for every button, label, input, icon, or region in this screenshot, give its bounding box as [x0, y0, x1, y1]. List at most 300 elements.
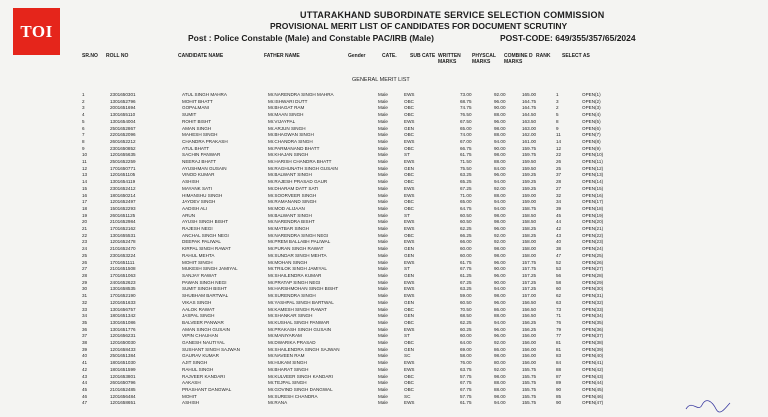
cell-rank: 44	[556, 219, 562, 225]
cell-combined: 158.00	[522, 252, 537, 258]
cell-rank: 90	[556, 386, 562, 392]
table-row	[82, 340, 632, 347]
cell-written: 66.00	[460, 239, 472, 245]
cell-rank: 34	[556, 199, 562, 205]
cell-rank: 62	[556, 293, 562, 299]
cell-rank: 47	[556, 252, 562, 258]
cell-physical: 98.00	[494, 373, 506, 379]
table-row	[82, 273, 632, 280]
cell-father: Mr.BALWANT SINGH	[268, 212, 312, 218]
cell-name: JASPAL SINGH	[182, 313, 215, 319]
cell-gender: Male	[378, 185, 388, 191]
cell-gender: Male	[378, 239, 388, 245]
cell-name: AYUSH SINGH BISHT	[182, 219, 229, 225]
cell-roll: 1201652497	[110, 199, 136, 205]
cell-combined: 155.75	[522, 400, 537, 406]
cell-name: SUMIT SINGH BISHT	[182, 286, 227, 292]
cell-roll: 2101652470	[110, 246, 136, 252]
signature-mark	[682, 395, 732, 415]
cell-gender: Male	[378, 259, 388, 265]
cell-rank: 25	[556, 165, 562, 171]
cell-name: MAHESH SINGH	[182, 132, 218, 138]
cell-category: EWS	[404, 185, 415, 191]
cell-srno: 17	[82, 199, 88, 205]
cell-name: JAYDEV SINGH	[182, 199, 216, 205]
cell-select: OPEN(8)	[582, 138, 601, 144]
cell-roll: 1201656231	[110, 333, 136, 339]
cell-srno: 32	[82, 299, 88, 305]
cell-gender: Male	[378, 279, 388, 285]
cell-select: OPEN(21)	[582, 226, 604, 232]
cell-category: OBC	[404, 373, 414, 379]
cell-name: DEEPAK PALIWAL	[182, 239, 221, 245]
cell-gender: Male	[378, 226, 388, 232]
cell-name: RAJVEER KANDARI	[182, 373, 225, 379]
cell-combined: 164.75	[522, 105, 537, 111]
cell-gender: Male	[378, 159, 388, 165]
cell-written: 58.00	[460, 353, 472, 359]
cell-srno: 46	[82, 393, 88, 399]
cell-name: BALVEER PANWAR	[182, 319, 224, 325]
cell-father: Mr.RAGHUNATH SINGH GUSAIN	[268, 165, 338, 171]
cell-written: 74.00	[460, 132, 472, 138]
cell-category: GEN	[404, 313, 414, 319]
cell-name: MOHIT	[182, 393, 197, 399]
cell-name: RAHUL SINGH	[182, 366, 214, 372]
cell-written: 68.50	[460, 313, 472, 319]
cell-rank: 87	[556, 373, 562, 379]
cell-father: Mr.MOD ALIJAAN	[268, 205, 305, 211]
cell-gender: Male	[378, 360, 388, 366]
cell-srno: 20	[82, 219, 88, 225]
list-title: PROVISIONAL MERIT LIST OF CANDIDATES FOR DOCUMENT SCRUTINY	[270, 21, 568, 31]
cell-category: OBC	[404, 132, 414, 138]
cell-select: OPEN(1)	[582, 92, 601, 97]
cell-rank: 81	[556, 346, 562, 352]
cell-physical: 92.00	[494, 185, 506, 191]
cell-written: 61.25	[460, 272, 472, 278]
cell-gender: Male	[378, 366, 388, 372]
cell-select: OPEN(12)	[582, 165, 604, 171]
cell-physical: 98.00	[494, 246, 506, 252]
cell-roll: 2501651384	[110, 353, 136, 359]
cell-roll: 2201652096	[110, 132, 136, 138]
cell-rank: 27	[556, 185, 562, 191]
cell-category: GEN	[404, 346, 414, 352]
post-title: Post : Police Constable (Male) and Constable PAC/IRB (Male)	[188, 33, 434, 43]
cell-srno: 14	[82, 179, 88, 185]
cell-roll: 2001651694	[110, 105, 136, 111]
cell-gender: Male	[378, 266, 388, 272]
cell-select: OPEN(40)	[582, 353, 604, 359]
cell-category: EWS	[404, 286, 415, 292]
cell-roll: 2101652485	[110, 386, 136, 392]
cell-father: Mr.PREM BALLABH PALIWAL	[268, 239, 331, 245]
cell-father: Mr.SHAILENDRA SINGH SAJWAN	[268, 346, 340, 352]
cell-gender: Male	[378, 199, 388, 205]
cell-combined: 165.00	[522, 92, 537, 97]
cell-written: 66.75	[460, 145, 472, 151]
cell-written: 62.25	[460, 226, 472, 232]
cell-gender: Male	[378, 353, 388, 359]
cell-combined: 155.75	[522, 373, 537, 379]
cell-roll: 1301656757	[110, 306, 136, 312]
cell-physical: 80.00	[494, 360, 506, 366]
cell-category: EWS	[404, 293, 415, 299]
cell-srno: 25	[82, 252, 88, 258]
cell-roll: 1801651030	[110, 360, 136, 366]
cell-rank: 8	[556, 118, 559, 124]
table-row	[82, 260, 632, 267]
cell-rank: 79	[556, 326, 562, 332]
cell-roll: 2601650796	[110, 380, 136, 386]
cell-category: EWS	[404, 366, 415, 372]
cell-select: OPEN(30)	[582, 286, 604, 292]
cell-combined: 159.25	[522, 179, 537, 185]
table-row	[82, 226, 632, 233]
cell-name: PRASHANT DANGWAL	[182, 386, 232, 392]
cell-written: 64.75	[460, 205, 472, 211]
cell-combined: 159.25	[522, 185, 537, 191]
cell-category: OBC	[404, 145, 414, 151]
cell-name: ATUL SINGH MAHRA	[182, 92, 227, 97]
table-row	[82, 380, 632, 387]
cell-written: 65.00	[460, 199, 472, 205]
cell-roll: 1301652796	[110, 98, 136, 104]
table-row	[82, 206, 632, 213]
cell-srno: 41	[82, 360, 88, 366]
cell-category: GEN	[404, 299, 414, 305]
cell-srno: 24	[82, 246, 88, 252]
cell-physical: 92.00	[494, 340, 506, 346]
cell-father: Mr.SOORVEER SINGH	[268, 192, 317, 198]
cell-srno: 8	[82, 138, 85, 144]
cell-srno: 10	[82, 152, 88, 158]
cell-gender: Male	[378, 105, 388, 111]
cell-combined: 156.50	[522, 299, 537, 305]
cell-combined: 156.25	[522, 326, 537, 332]
cell-select: OPEN(25)	[582, 252, 604, 258]
cell-physical: 98.00	[494, 125, 506, 131]
cell-physical: 92.00	[494, 239, 506, 245]
cell-select: OPEN(38)	[582, 340, 604, 346]
cell-select: OPEN(11)	[582, 159, 603, 165]
cell-rank: 45	[556, 212, 562, 218]
col-written: WRITTEN MARKS	[438, 53, 461, 65]
cell-combined: 157.25	[522, 279, 537, 285]
cell-select: OPEN(16)	[582, 192, 604, 198]
cell-written: 67.25	[460, 185, 472, 191]
cell-father: Mr.DHARAM DATT SATI	[268, 185, 319, 191]
cell-combined: 156.00	[522, 333, 537, 339]
cell-select: OPEN(43)	[582, 373, 604, 379]
cell-category: ST	[404, 266, 410, 272]
cell-roll: 2301650301	[110, 92, 136, 97]
cell-gender: Male	[378, 272, 388, 278]
cell-name: MUKESH SINGH JAMIYAL	[182, 266, 238, 272]
cell-combined: 156.00	[522, 360, 537, 366]
col-subcategory: SUB CATE	[410, 53, 436, 59]
cell-roll: 1301654119	[110, 179, 136, 185]
cell-roll: 1701651063	[110, 272, 136, 278]
cell-written: 61.75	[460, 259, 472, 265]
cell-written: 60.25	[460, 326, 472, 332]
cell-roll: 1801651599	[110, 366, 136, 372]
cell-rank: 76	[556, 319, 562, 325]
cell-srno: 43	[82, 373, 88, 379]
cell-select: OPEN(24)	[582, 246, 604, 252]
toi-logo	[13, 8, 60, 55]
cell-select: OPEN(41)	[582, 360, 604, 366]
cell-gender: Male	[378, 299, 388, 305]
cell-physical: 88.00	[494, 380, 506, 386]
cell-written: 63.75	[460, 366, 472, 372]
cell-rank: 89	[556, 380, 562, 386]
table-row	[82, 266, 632, 273]
cell-father: Mr.SURENDRA SINGH	[268, 293, 316, 299]
cell-category: OBC	[404, 319, 414, 325]
col-physical: PHYSCAL MARKS	[472, 53, 496, 65]
post-code: POST-CODE: 649/355/357/65/2024	[500, 33, 636, 43]
cell-father: Mr.MATBAR SINGH	[268, 226, 310, 232]
cell-select: OPEN(31)	[582, 293, 604, 299]
cell-gender: Male	[378, 252, 388, 258]
cell-physical: 96.00	[494, 172, 506, 178]
table-row	[82, 280, 632, 287]
cell-roll: 1201656484	[110, 393, 136, 399]
cell-category: OBC	[404, 105, 414, 111]
cell-srno: 1	[82, 92, 85, 97]
table-row	[82, 233, 632, 240]
cell-combined: 158.00	[522, 246, 537, 252]
commission-title: UTTARAKHAND SUBORDINATE SERVICE SELECTION COMMISSION	[300, 10, 605, 20]
cell-name: AADISH ALI	[182, 205, 208, 211]
cell-rank: 5	[556, 112, 559, 118]
cell-physical: 94.00	[494, 199, 506, 205]
cell-physical: 96.00	[494, 272, 506, 278]
cell-srno: 36	[82, 326, 88, 332]
cell-category: EWS	[404, 138, 415, 144]
cell-gender: Male	[378, 293, 388, 299]
cell-gender: Male	[378, 246, 388, 252]
cell-select: OPEN(34)	[582, 313, 604, 319]
cell-select: OPEN(37)	[582, 333, 604, 339]
cell-combined: 158.50	[522, 219, 537, 225]
toi-logo-text: TOI	[20, 21, 53, 41]
cell-rank: 3	[556, 98, 559, 104]
cell-srno: 39	[82, 346, 88, 352]
cell-father: Mr.RAMANAND SINGH	[268, 199, 317, 205]
cell-rank: 32	[556, 192, 562, 198]
cell-written: 61.75	[460, 152, 472, 158]
cell-gender: Male	[378, 219, 388, 225]
cell-roll: 1701652162	[110, 226, 136, 232]
cell-father: Mr.SHANKAR SINGH	[268, 313, 313, 319]
cell-physical: 96.00	[494, 326, 506, 332]
cell-father: Mr.RAJESH PRASAD GAUR	[268, 179, 328, 185]
cell-srno: 15	[82, 185, 88, 191]
table-row	[82, 179, 632, 186]
cell-written: 60.00	[460, 252, 472, 258]
table-row	[82, 300, 632, 307]
cell-written: 69.00	[460, 346, 472, 352]
cell-father: Mr.KAMESH SINGH RAWAT	[268, 306, 327, 312]
cell-srno: 47	[82, 400, 88, 406]
cell-roll: 1701650771	[110, 165, 136, 171]
cell-written: 71.00	[460, 192, 472, 198]
cell-rank: 84	[556, 360, 562, 366]
cell-name: ROHIT BISHT	[182, 118, 212, 124]
cell-select: OPEN(32)	[582, 299, 604, 305]
cell-rank: 42	[556, 226, 562, 232]
cell-category: GEN	[404, 252, 414, 258]
cell-combined: 159.75	[522, 145, 537, 151]
merit-list-document	[70, 0, 720, 417]
cell-written: 57.75	[460, 393, 472, 399]
table-row	[82, 105, 632, 112]
table-row	[82, 92, 632, 99]
col-select: SELECT AS	[562, 53, 590, 59]
cell-father: Mr.TEJPAL SINGH	[268, 380, 307, 386]
cell-select: OPEN(3)	[582, 105, 601, 111]
cell-written: 73.00	[460, 92, 472, 97]
cell-roll: 2101651508	[110, 266, 136, 272]
cell-physical: 96.00	[494, 226, 506, 232]
table-row	[82, 360, 632, 367]
table-row	[82, 139, 632, 146]
cell-name: GANESH NAUTIYAL	[182, 340, 225, 346]
cell-category: OBC	[404, 98, 414, 104]
cell-combined: 159.75	[522, 152, 537, 158]
cell-gender: Male	[378, 92, 388, 97]
cell-select: OPEN(36)	[582, 326, 604, 332]
cell-combined: 158.25	[522, 226, 537, 232]
cell-category: OBC	[404, 232, 414, 238]
cell-select: OPEN(9)	[582, 145, 601, 151]
cell-gender: Male	[378, 393, 388, 399]
cell-father: Mr.KULVEER SINGH KANDARI	[268, 373, 334, 379]
cell-srno: 9	[82, 145, 85, 151]
col-srno: SR.NO	[82, 53, 98, 59]
cell-srno: 13	[82, 172, 88, 178]
cell-gender: Male	[378, 400, 388, 406]
table-row	[82, 152, 632, 159]
table-row	[82, 400, 632, 407]
cell-physical: 92.00	[494, 232, 506, 238]
cell-father: Mr.MANIYARAM	[268, 333, 302, 339]
cell-name: RAJESH NEGI	[182, 226, 213, 232]
cell-name: AMAN SINGH	[182, 125, 212, 131]
cell-gender: Male	[378, 179, 388, 185]
cell-father: Mr.SHAILENDRA KUMAR	[268, 272, 322, 278]
cell-father: Mr.TRILOK SINGH JAMIYAL	[268, 266, 327, 272]
cell-select: OPEN(46)	[582, 393, 604, 399]
cell-category: GEN	[404, 246, 414, 252]
section-title: GENERAL MERIT LIST	[352, 77, 410, 83]
cell-select: OPEN(7)	[582, 132, 601, 138]
column-headers	[70, 53, 720, 73]
table-row	[82, 193, 632, 200]
cell-roll: 1801650214	[110, 192, 136, 198]
cell-gender: Male	[378, 380, 388, 386]
cell-name: PAWAN SINGH NEGI	[182, 279, 227, 285]
table-row	[82, 126, 632, 133]
cell-name: CHANDRA PRAKASH	[182, 138, 228, 144]
cell-srno: 3	[82, 105, 85, 111]
cell-category: ST	[404, 333, 410, 339]
cell-name: AMAN SINGH GUSAIN	[182, 326, 230, 332]
cell-roll: 1801651342	[110, 313, 136, 319]
cell-combined: 161.00	[522, 138, 537, 144]
cell-select: OPEN(18)	[582, 205, 604, 211]
cell-written: 67.00	[460, 138, 472, 144]
cell-name: ARUN	[182, 212, 196, 218]
cell-combined: 159.50	[522, 165, 537, 171]
cell-physical: 98.00	[494, 293, 506, 299]
cell-combined: 158.75	[522, 205, 537, 211]
cell-name: SHUBHAM BARTWAL	[182, 293, 229, 299]
cell-select: OPEN(39)	[582, 346, 604, 352]
cell-name: KIRPAL SINGH RAWAT	[182, 246, 231, 252]
cell-combined: 164.75	[522, 98, 537, 104]
cell-roll: 1201651633	[110, 299, 136, 305]
cell-select: OPEN(20)	[582, 219, 604, 225]
cell-father: Mr.HARSHMOHAN SINGH BISHT	[268, 286, 339, 292]
cell-written: 67.50	[460, 118, 472, 124]
cell-category: GEN	[404, 272, 414, 278]
cell-rank: 63	[556, 299, 562, 305]
cell-name: AALOK RAWAT	[182, 306, 215, 312]
cell-rank: 81	[556, 340, 562, 346]
cell-roll: 1201658433	[110, 346, 136, 352]
cell-srno: 16	[82, 192, 88, 198]
cell-combined: 156.25	[522, 319, 537, 325]
table-row	[82, 307, 632, 314]
cell-gender: Male	[378, 138, 388, 144]
cell-category: SC	[404, 393, 411, 399]
cell-combined: 163.00	[522, 125, 537, 131]
table-row	[82, 99, 632, 106]
cell-srno: 37	[82, 333, 88, 339]
table-row	[82, 199, 632, 206]
cell-roll: 1301658535	[110, 286, 136, 292]
cell-category: EWS	[404, 219, 415, 225]
cell-father: Mr.ISHWARI DUTT	[268, 98, 308, 104]
cell-combined: 156.50	[522, 313, 537, 319]
cell-select: OPEN(26)	[582, 259, 604, 265]
cell-father: Mr.NARENDRA SINGH NEGI	[268, 232, 329, 238]
cell-physical: 94.00	[494, 138, 506, 144]
cell-written: 76.50	[460, 112, 472, 118]
cell-gender: Male	[378, 313, 388, 319]
cell-rank: 40	[556, 239, 562, 245]
cell-physical: 90.00	[494, 105, 506, 111]
cell-gender: Male	[378, 205, 388, 211]
cell-category: EWS	[404, 226, 415, 232]
cell-written: 60.50	[460, 219, 472, 225]
cell-gender: Male	[378, 373, 388, 379]
table-row	[82, 320, 632, 327]
cell-gender: Male	[378, 333, 388, 339]
cell-roll: 1301651776	[110, 326, 136, 332]
cell-select: OPEN(4)	[582, 112, 601, 118]
cell-srno: 18	[82, 205, 88, 211]
cell-srno: 40	[82, 353, 88, 359]
table-row	[82, 112, 632, 119]
cell-combined: 158.50	[522, 212, 537, 218]
cell-gender: Male	[378, 232, 388, 238]
cell-combined: 159.50	[522, 159, 537, 165]
